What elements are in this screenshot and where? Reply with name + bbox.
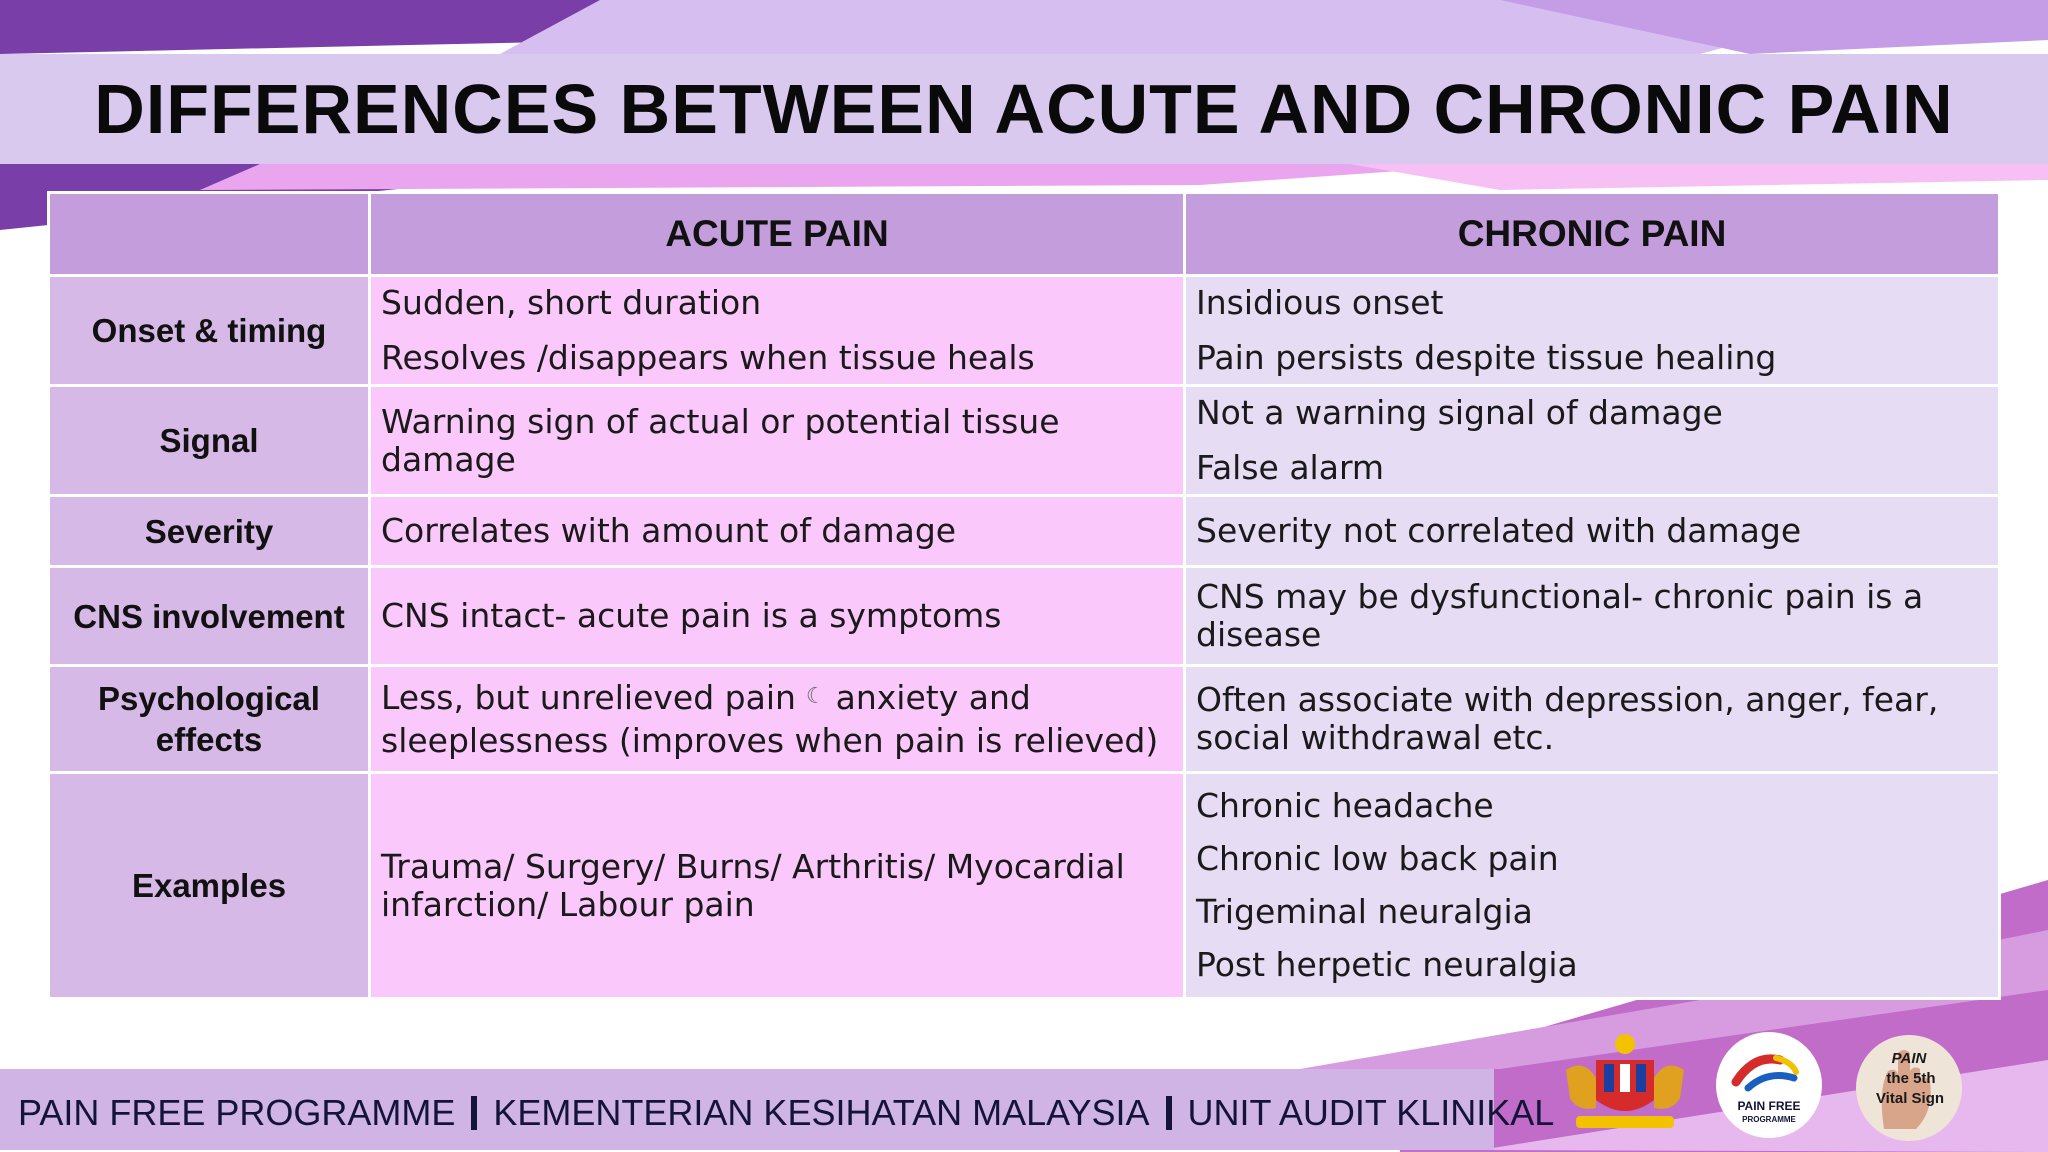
footer — [18, 1092, 1554, 1134]
chronic-cell — [1185, 276, 2000, 386]
acute-cell — [370, 276, 1185, 386]
acute-cell — [370, 496, 1185, 567]
cell-text: Often associate with depression, anger, fear, social withdrawal etc. — [1196, 680, 1939, 757]
vital-sign-logo-text: PAIN — [1891, 1050, 1927, 1067]
row-label: Onset & timing — [49, 276, 370, 386]
cell-text-part: anxiety and sleeplessness (improves when pain is relieved) — [381, 677, 1159, 760]
cell-text: Sudden, short duration — [381, 283, 762, 322]
table-row — [49, 666, 2000, 773]
row-label: Examples — [49, 773, 370, 999]
cell-text: Not a warning signal of damage — [1196, 393, 1723, 432]
header-empty-cell — [49, 193, 370, 276]
acute-cell — [370, 567, 1185, 666]
cell-text: Post herpetic neuralgia — [1196, 945, 1578, 984]
acute-cell — [370, 773, 1185, 999]
cell-text — [381, 679, 1173, 760]
chronic-cell — [1185, 496, 2000, 567]
footer-item: KEMENTERIAN KESIHATAN MALAYSIA — [493, 1092, 1150, 1133]
footer-item: PAIN FREE PROGRAMME — [18, 1092, 456, 1133]
header-acute-pain: ACUTE PAIN — [370, 193, 1185, 276]
vital-sign-logo-text: the 5th — [1886, 1070, 1936, 1087]
cell-text: Chronic low back pain — [1196, 839, 1559, 878]
pain-free-logo-text: PROGRAMME — [1742, 1115, 1796, 1124]
vital-sign-logo-text: Vital Sign — [1875, 1090, 1945, 1107]
pain-free-logo-text: PAIN FREE — [1737, 1099, 1801, 1113]
cell-text: Trauma/ Surgery/ Burns/ Arthritis/ Myocardial infarction/ Labour pain — [381, 846, 1125, 924]
acute-cell — [370, 666, 1185, 773]
table-row — [49, 773, 2000, 999]
table-row — [49, 567, 2000, 666]
cell-text: Insidious onset — [1196, 283, 1444, 322]
cell-text: CNS may be dysfunctional- chronic pain is a disease — [1196, 577, 1924, 654]
cell-text: Correlates with amount of damage — [381, 511, 957, 550]
cell-text: False alarm — [1196, 448, 1385, 487]
chronic-cell — [1185, 386, 2000, 496]
table-row — [49, 386, 2000, 496]
pain-free-programme-logo — [1714, 1030, 1824, 1140]
row-label: Psychological effects — [49, 666, 370, 773]
cell-text: Trigeminal neuralgia — [1196, 892, 1533, 931]
row-label: CNS involvement — [49, 567, 370, 666]
footer-item: UNIT AUDIT KLINIKAL — [1187, 1092, 1555, 1133]
moon-icon: ☾ — [805, 683, 826, 709]
vital-sign-logo — [1854, 1033, 1964, 1143]
cell-text-part: Less, but unrelieved pain — [381, 677, 796, 717]
cell-text: Warning sign of actual or potential tissue damage — [381, 401, 1060, 479]
chronic-cell — [1185, 666, 2000, 773]
cell-text: Severity not correlated with damage — [1196, 511, 1802, 550]
acute-cell — [370, 386, 1185, 496]
cell-text: Pain persists despite tissue healing — [1196, 338, 1777, 377]
table-row — [49, 276, 2000, 386]
comparison-table — [47, 191, 2001, 1000]
coat-of-arms-logo — [1556, 1030, 1694, 1140]
chronic-cell — [1185, 773, 2000, 999]
cell-text: Chronic headache — [1196, 786, 1494, 825]
cell-text: CNS intact- acute pain is a symptoms — [381, 596, 1002, 635]
slide-title: DIFFERENCES BETWEEN ACUTE AND CHRONIC PAIN — [94, 70, 1954, 148]
footer-separator — [1166, 1096, 1172, 1130]
cell-text: Resolves /disappears when tissue heals — [381, 338, 1035, 377]
row-label: Severity — [49, 496, 370, 567]
table-header-row — [49, 193, 2000, 276]
row-label: Signal — [49, 386, 370, 496]
chronic-cell — [1185, 567, 2000, 666]
footer-separator — [471, 1096, 477, 1130]
header-chronic-pain: CHRONIC PAIN — [1185, 193, 2000, 276]
table-row — [49, 496, 2000, 567]
